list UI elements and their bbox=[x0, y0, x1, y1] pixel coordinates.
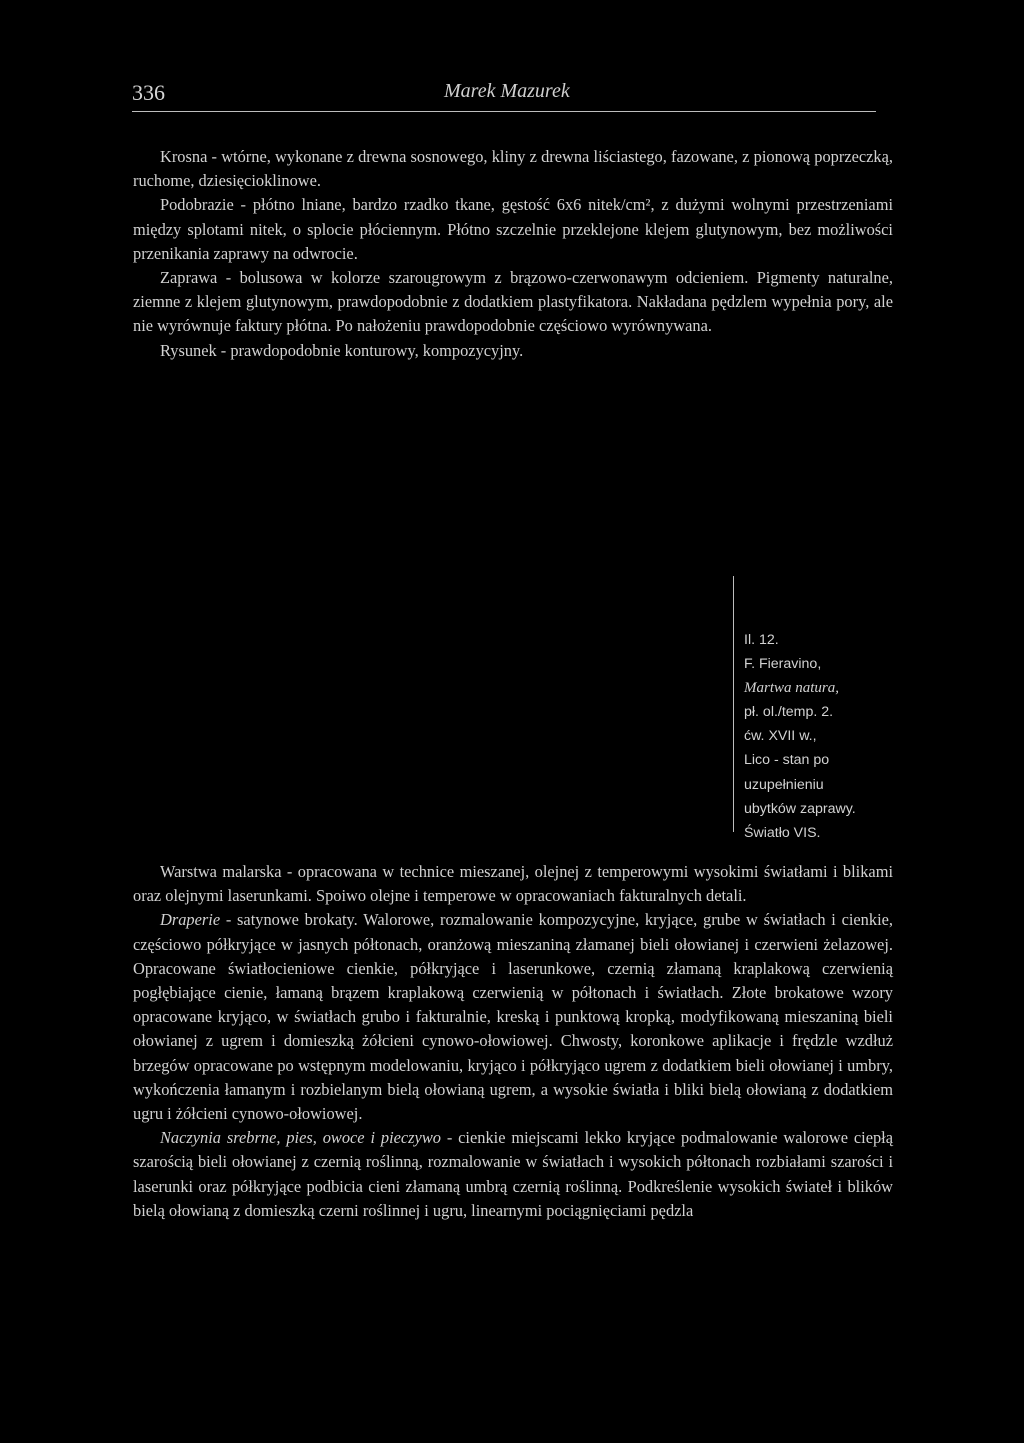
page-number: 336 bbox=[132, 80, 165, 105]
bottom-text-block bbox=[133, 860, 893, 1223]
caption-technique: pł. ol./temp. 2. bbox=[744, 704, 834, 721]
caption-date: ćw. XVII w., bbox=[744, 728, 817, 745]
running-head-author: Marek Mazurek bbox=[444, 80, 570, 102]
header-rule bbox=[132, 111, 876, 112]
caption-state-line-2: uzupełnieniu bbox=[744, 776, 824, 793]
paragraph-rysunek: Rysunek - prawdopodobnie konturowy, kompozycyjny. bbox=[160, 340, 524, 360]
top-text-block bbox=[133, 145, 893, 363]
paragraph-warstwa-malarska: Warstwa malarska - opracowana w technice mieszanej, olejnej z temperowymi wysokimi światłami i blikami oraz olejnymi laserunkami. Spoiwo olejne i temperowe w opracowaniach fakturalnych detali. bbox=[133, 862, 893, 906]
paragraph-naczynia bbox=[133, 1126, 893, 1223]
caption-author: F. Fieravino, bbox=[744, 656, 822, 673]
paragraph-zaprawa: Zaprawa - bolusowa w kolorze szarougrowym z brązowo-czerwonawym odcieniem. Pigmenty naturalne, ziemne z klejem glutynowym, prawdopodobnie z dodatkiem plastyfikatora. Nakładana pędzlem wypełnia pory, ale nie wyrównuje faktury płótna. Po nałożeniu prawdopodobnie częściowo wyrównywana. bbox=[133, 268, 893, 336]
paragraph-draperie bbox=[133, 908, 893, 1126]
caption-state-line-3: ubytków zaprawy. bbox=[744, 800, 856, 817]
caption-light: Światło VIS. bbox=[744, 824, 821, 841]
paragraph-podobrazie: Podobrazie - płótno lniane, bardzo rzadko tkane, gęstość 6x6 nitek/cm², z dużymi wolnymi przestrzeniami między splotami nitek, o splocie płóciennym. Płótno szczelnie przeklejone klejem glutynowym, bez możliwości przenikania zaprawy na odwrocie. bbox=[133, 195, 893, 263]
caption-state-line-1: Lico - stan po bbox=[744, 752, 830, 769]
figure-caption-rule bbox=[733, 576, 734, 832]
figure-caption bbox=[744, 628, 914, 845]
naczynia-text: - cienkie miejscami lekko kryjące podmalowanie walorowe ciepłą szarością bieli ołowianej z czernią roślinną, rozmalowanie w światłach i wysokich półtonach rozbiałami szarości i laserunki oraz półkryjące podbicia cieni złamaną umbrą czernią roślinną. Podkreślenie wysokich świateł i blików bielą ołowianą z domieszką czerni roślinnej i ugru, linearnymi pociągnięciami pędzla bbox=[133, 1128, 893, 1220]
term-draperie: Draperie bbox=[160, 910, 221, 930]
caption-title: Martwa natura, bbox=[744, 680, 840, 697]
term-naczynia: Naczynia srebrne, pies, owoce i pieczywo bbox=[160, 1128, 441, 1148]
paragraph-krosna: Krosna - wtórne, wykonane z drewna sosnowego, kliny z drewna liściastego, fazowane, z pionową poprzeczką, ruchome, dziesięcioklinowe. bbox=[133, 147, 893, 191]
page-header bbox=[132, 80, 894, 112]
caption-label: Il. 12. bbox=[744, 632, 779, 648]
draperie-text: - satynowe brokaty. Walorowe, rozmalowanie kompozycyjne, kryjące, grube w światłach i cienkie, częściowo półkryjące w jasnych półtonach, oranżową mieszaniną złamanej bieli ołowianej i czerwieni żelazowej. Opracowane światłocieniowe cienkie, półkryjące i laserunkowe, czernią złamaną kraplakową czerwienią pogłębiające cienie, łamaną brązem kraplakową czerwienią w półtonach i światłach. Złote brokatowe wzory opracowane kryjąco, w światłach grubo i fakturalnie, kreską i punktową kropką, modyfikowaną mieszaniną bieli ołowianej z ugrem i domieszką żółcieni cynowo-ołowiowej. Chwosty, koronkowe aplikacje i frędzle wzdłuż brzegów opracowane po wstępnym modelowaniu, kryjąco i półkryjąco ugrem z dodatkiem bieli ołowianej i umbry, wykończenia łamanym i rozbielanym bielą ołowianą ugrem, a wysokie światła i bliki bielą ołowianą z dodatkiem ugru i żółcieni cynowo-ołowiowej. bbox=[133, 910, 893, 1124]
